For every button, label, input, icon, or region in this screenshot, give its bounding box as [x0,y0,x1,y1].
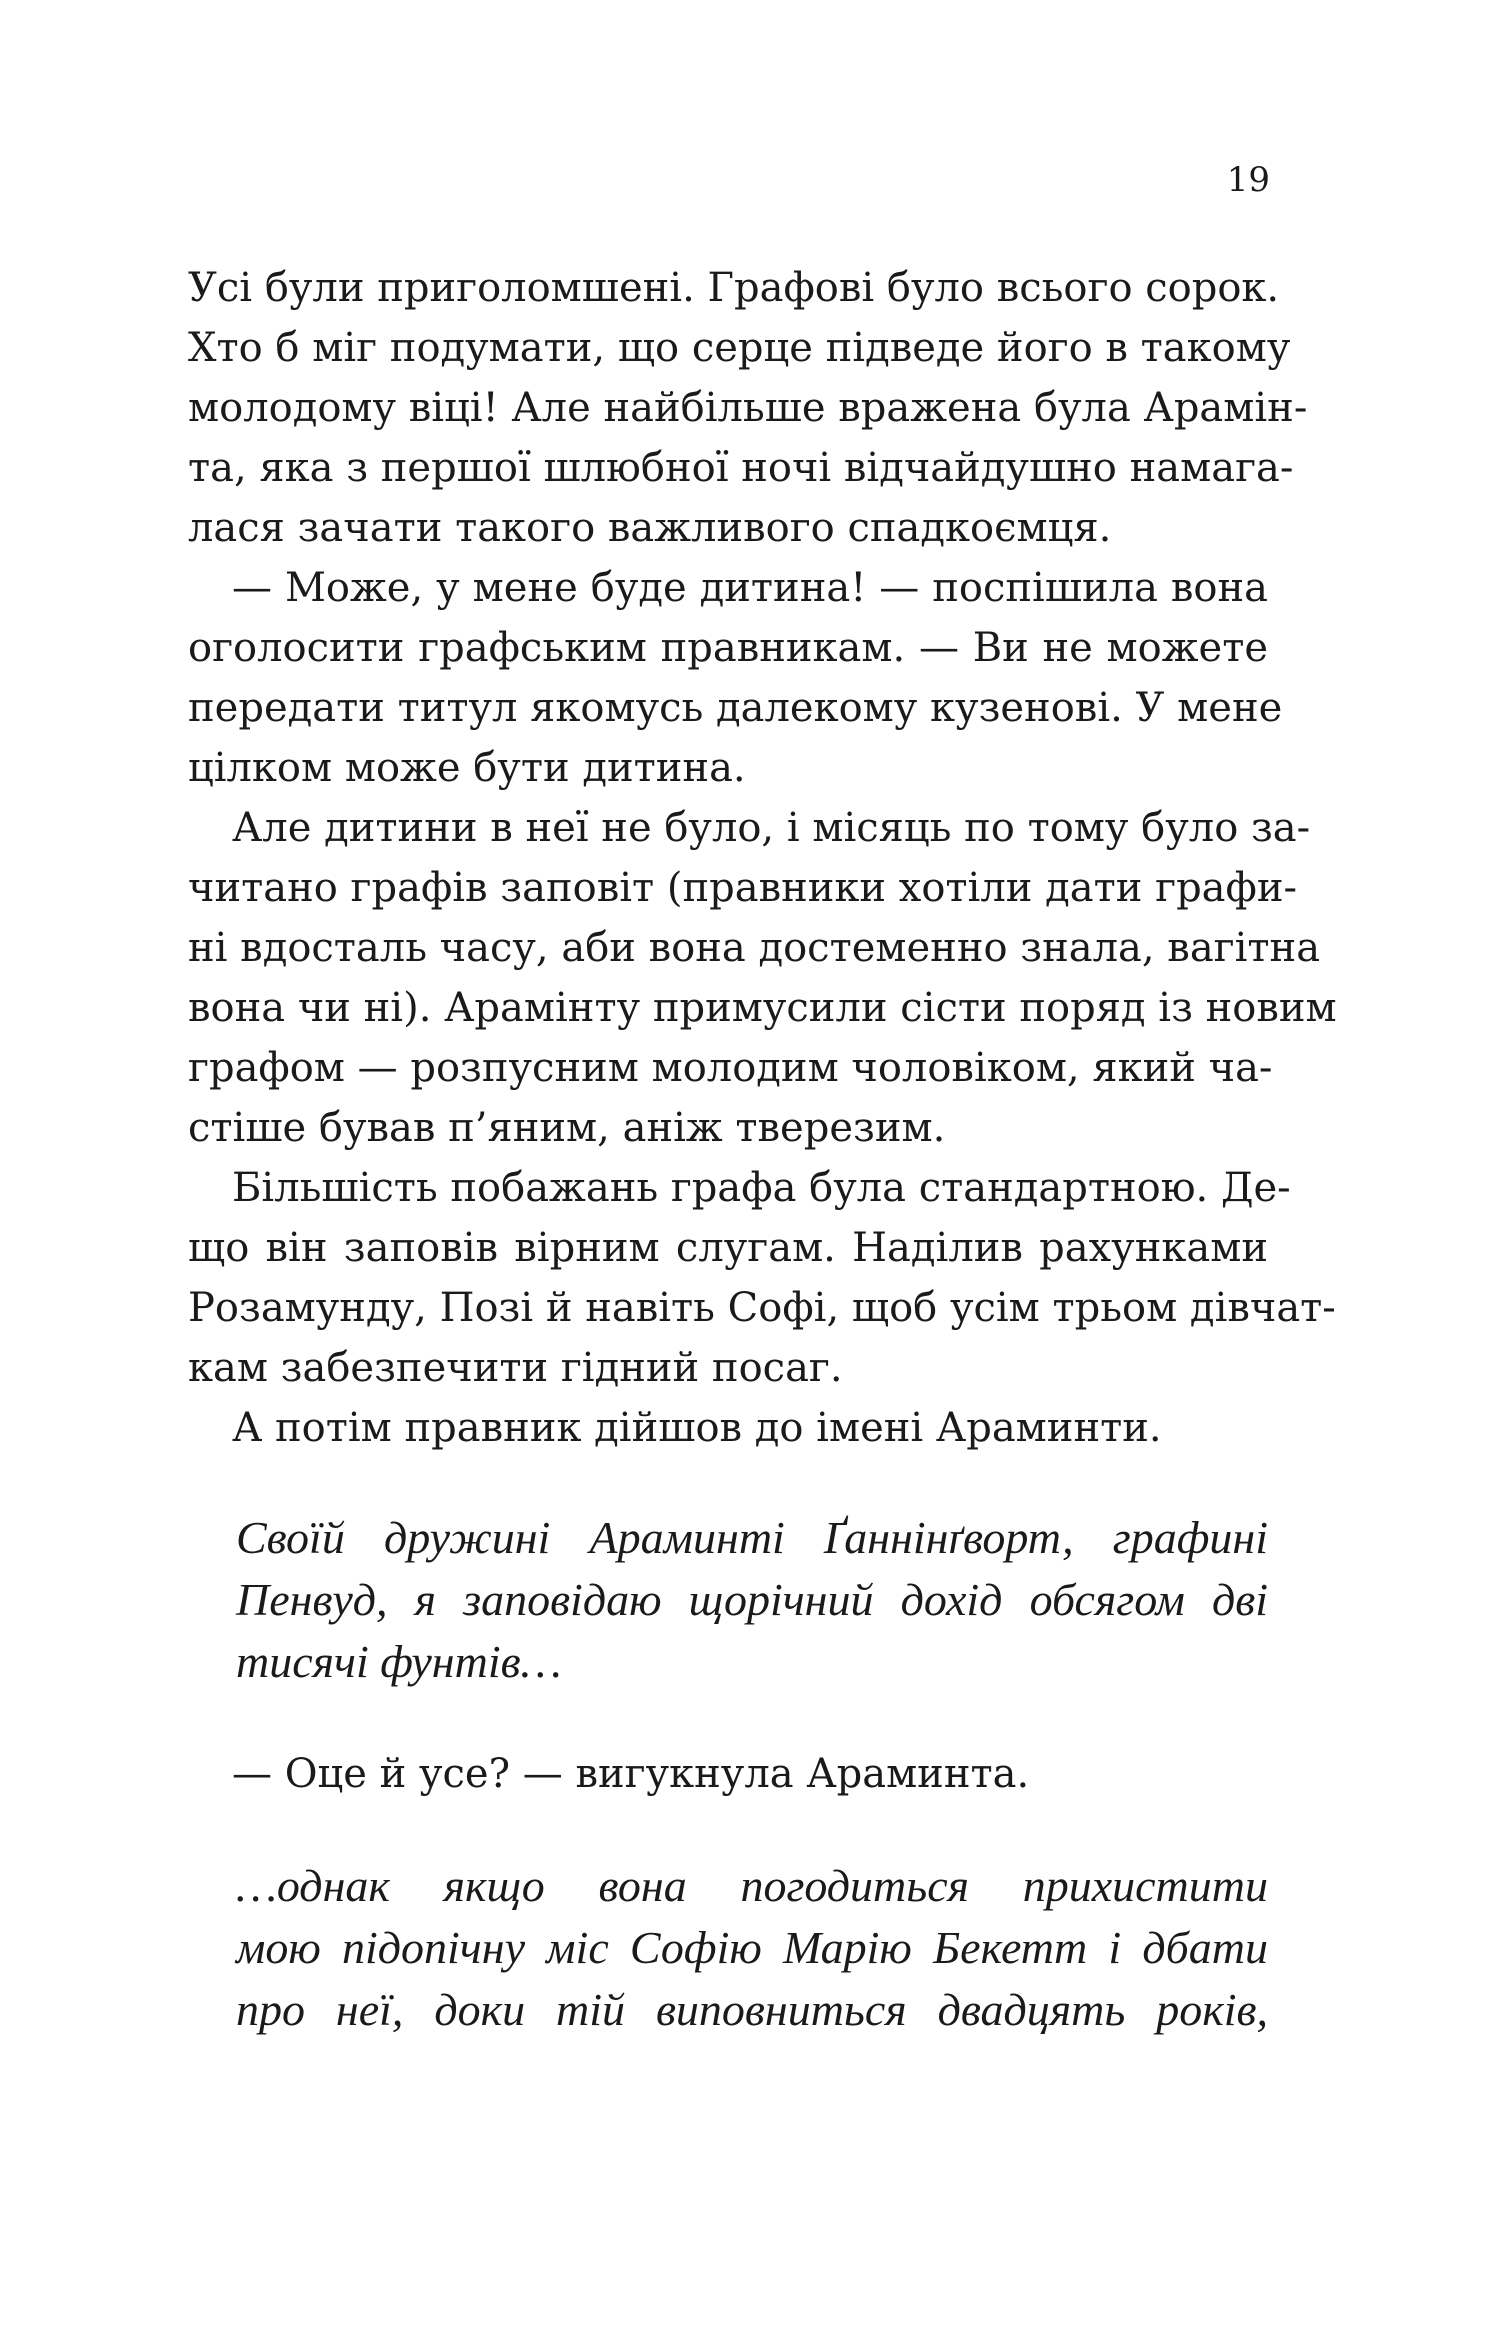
text-line: що він заповів вірним слугам. Наділив рахунками [188,1225,1268,1271]
text-line: лася зачати такого важливого спадкоємця. [188,505,1112,551]
text-line: передати титул якомусь далекому кузенові. У мене [188,685,1283,731]
will-quote-line: Своїй дружині Араминті Ґаннінґворт, графині [236,1512,1268,1563]
will-quote-line: про неї, доки тій виповниться двадцять років, [236,1984,1268,2035]
text-line: та, яка з першої шлюбної ночі відчайдушно намага- [188,445,1294,491]
dialogue-line: — Може, у мене буде дитина! — поспішила вона [232,565,1268,611]
text-line: читано графів заповіт (правники хотіли дати графи- [188,865,1298,911]
text-line: графом — розпусним молодим чоловіком, який ча- [188,1045,1273,1091]
will-quote-line: мою підопічну міс Софію Марію Бекетт і дбати [236,1922,1268,1973]
text-line: вона чи ні). Арамінту примусили сісти поряд із новим [188,985,1337,1031]
will-quote-line: тисячі фунтів… [236,1636,562,1687]
text-line: стіше бував п’яним, аніж тверезим. [188,1105,946,1151]
will-quote-line: …однак якщо вона погодиться прихистити [236,1860,1268,1911]
will-quote-line: Пенвуд, я заповідаю щорічний дохід обсягом дві [236,1574,1268,1625]
text-line: оголосити графським правникам. — Ви не можете [188,625,1268,671]
text-line: кам забезпечити гідний посаг. [188,1345,843,1391]
text-line: Усі були приголомшені. Графові було всього сорок. [188,265,1280,311]
dialogue-line: — Оце й усе? — вигукнула Араминта. [232,1751,1030,1797]
text-line: Розамунду, Позі й навіть Софі, щоб усім трьом дівчат- [188,1285,1336,1331]
text-line: молодому віці! Але найбільше вражена була Арамін- [188,385,1308,431]
paragraph-start: А потім правник дійшов до імені Араминти. [232,1405,1162,1451]
text-line: цілком може бути дитина. [188,745,746,791]
page-number: 19 [1226,160,1270,200]
text-line: Хто б міг подумати, що серце підведе його в такому [188,325,1291,371]
text-line: ні вдосталь часу, аби вона достеменно знала, вагітна [188,925,1321,971]
paragraph-start: Але дитини в неї не було, і місяць по тому було за- [232,805,1311,851]
paragraph-start: Більшість побажань графа була стандартною. Де- [232,1165,1291,1211]
